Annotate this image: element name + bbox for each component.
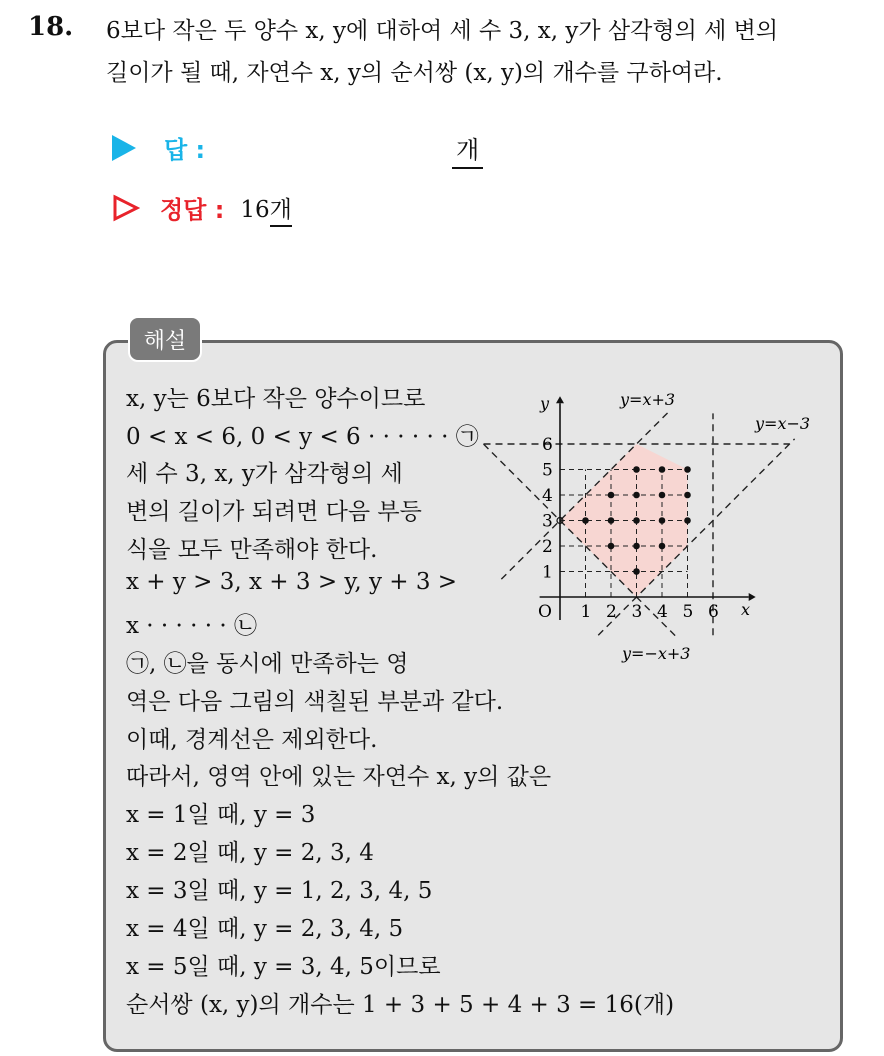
lattice-point	[633, 466, 640, 473]
explanation-line: 따라서, 영역 안에 있는 자연수 x, y의 값은	[126, 764, 552, 790]
correct-number: 16	[240, 197, 270, 223]
explanation-tab: 해설	[128, 316, 202, 362]
question-line-2: 길이가 될 때, 자연수 x, y의 순서쌍 (x, y)의 개수를 구하여라.	[106, 60, 723, 86]
lattice-point	[659, 492, 666, 499]
explanation-line: x = 1일 때, y = 3	[126, 802, 316, 828]
lattice-point	[633, 492, 640, 499]
explanation-line: x, y는 6보다 작은 양수이므로	[126, 386, 426, 412]
lattice-point	[608, 517, 615, 524]
y-tick-label: 2	[542, 537, 553, 557]
answer-blank[interactable]: 개	[452, 130, 483, 169]
correct-unit: 개	[270, 197, 292, 227]
explanation-line: 세 수 3, x, y가 삼각형의 세	[126, 461, 403, 487]
explanation-line: x = 2일 때, y = 2, 3, 4	[126, 840, 374, 866]
y-tick-label: 6	[542, 435, 553, 455]
label-y-x-minus-3: y=x−3	[755, 414, 811, 433]
lattice-point	[659, 517, 666, 524]
lattice-point	[608, 543, 615, 550]
lattice-point	[659, 543, 666, 550]
y-axis-arrow	[556, 396, 564, 403]
lattice-point	[684, 466, 691, 473]
explanation-line: x · · · · · · ㉡	[126, 613, 258, 639]
x-tick-label: 1	[580, 602, 592, 622]
lattice-point	[633, 517, 640, 524]
lattice-point	[633, 543, 640, 550]
explanation-line: x + y > 3, x + 3 > y, y + 3 >	[126, 569, 458, 595]
explanation-line: ㉠, ㉡을 동시에 만족하는 영	[126, 651, 409, 677]
lattice-point	[684, 517, 691, 524]
explanation-line: x = 4일 때, y = 2, 3, 4, 5	[126, 916, 404, 942]
y-tick-label: 1	[542, 562, 553, 583]
label-y-neg-x-plus-3: y=−x+3	[622, 644, 691, 663]
x-axis-label: x	[741, 600, 751, 619]
explanation-line: 역은 다음 그림의 색칠된 부분과 같다.	[126, 689, 504, 715]
explanation-line: 이때, 경계선은 제외한다.	[126, 727, 378, 753]
lattice-point	[684, 492, 691, 499]
outline-play-icon	[112, 194, 140, 222]
y-axis-label: y	[540, 394, 550, 414]
lattice-point	[582, 517, 589, 524]
x-tick-label: 2	[606, 602, 617, 622]
question-number: 18.	[28, 12, 74, 42]
origin-label: O	[538, 602, 552, 622]
y-tick-label: 4	[542, 486, 553, 506]
play-icon	[112, 135, 136, 161]
inequality-graph	[470, 385, 830, 670]
correct-label: 정답 :	[160, 196, 225, 224]
correct-row	[112, 190, 292, 225]
explanation-line: x = 5일 때, y = 3, 4, 5이므로	[126, 954, 441, 980]
x-tick-label: 5	[682, 602, 694, 622]
label-y-x-plus-3: y=x+3	[620, 390, 676, 409]
correct-value	[240, 191, 292, 224]
answer-label: 답 :	[164, 136, 206, 164]
x-tick-label: 4	[657, 602, 668, 622]
explanation-line: 변의 길이가 되려면 다음 부등	[126, 499, 422, 525]
lattice-point	[608, 492, 615, 499]
lattice-point	[633, 568, 640, 575]
lattice-point	[659, 466, 666, 473]
explanation-line: 0 < x < 6, 0 < y < 6 · · · · · · ㉠	[126, 424, 479, 450]
y-tick-label: 3	[542, 511, 553, 532]
y-tick-label: 5	[542, 460, 553, 481]
explanation-line: 식을 모두 만족해야 한다.	[126, 537, 378, 563]
x-tick-label: 3	[631, 602, 643, 622]
answer-row	[112, 130, 205, 165]
explanation-line: 순서쌍 (x, y)의 개수는 1 + 3 + 5 + 4 + 3 = 16(개)	[126, 992, 675, 1018]
x-tick-label: 6	[708, 602, 719, 622]
explanation-line: x = 3일 때, y = 1, 2, 3, 4, 5	[126, 878, 433, 904]
question-line-1: 6보다 작은 두 양수 x, y에 대하여 세 수 3, x, y가 삼각형의 세 변의	[106, 18, 779, 44]
